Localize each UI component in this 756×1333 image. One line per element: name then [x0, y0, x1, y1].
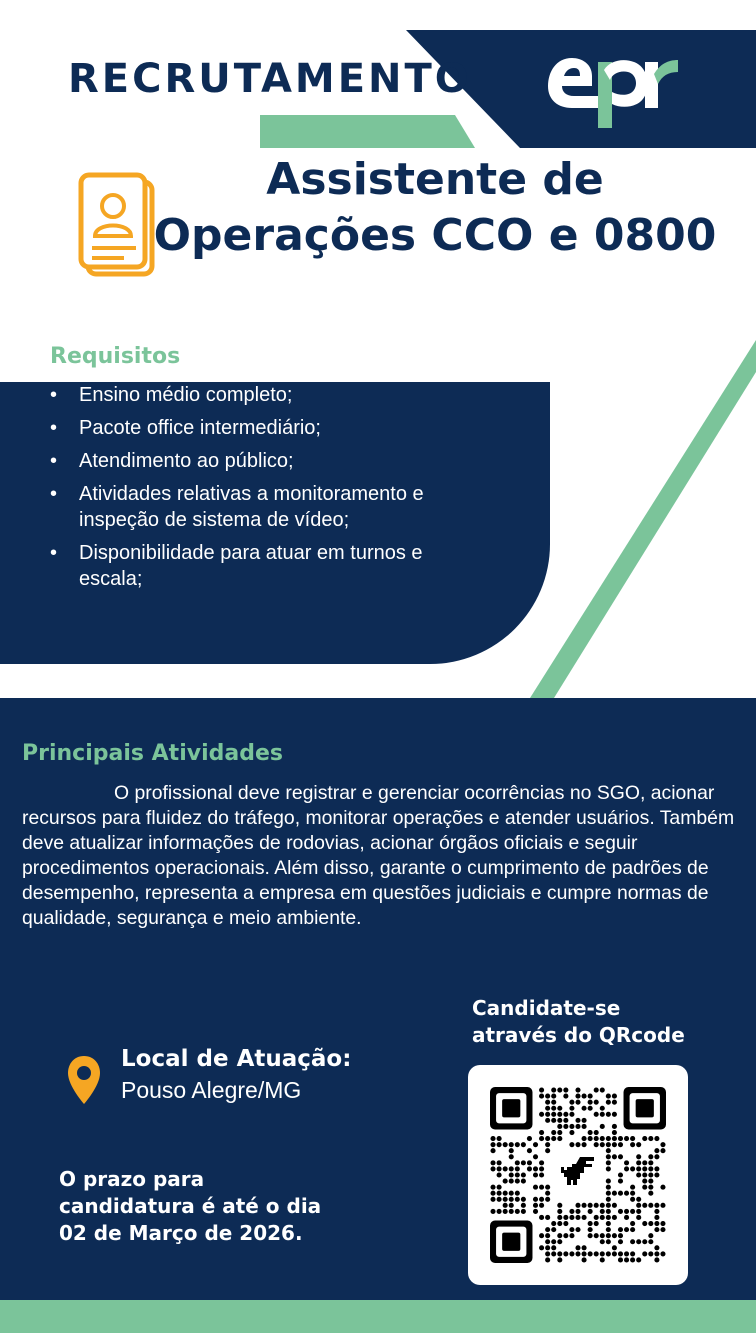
requirements-title: Requisitos	[50, 344, 181, 369]
deadline-text	[59, 1166, 349, 1247]
apply-text	[472, 995, 685, 1049]
dinosaur-icon	[561, 1157, 594, 1185]
job-title-line2: Operações CCO e 0800	[153, 210, 717, 261]
location-label: Local de Atuação:	[121, 1046, 352, 1072]
location-pin-icon	[66, 1054, 102, 1106]
list-item: • Atendimento ao público;	[50, 448, 490, 474]
activities-text: O profissional deve registrar e gerenciar ocorrências no SGO, acionar recursos para fluidez do tráfego, monitorar operações e atender usuários. Também deve atualizar informações de rodovias, acionar órgãos oficiais e seguir procedimentos operacionais. Além disso, garante o cumprimento de padrões de desempenho, representa a empresa em questões judiciais e cumpre normas de qualidade, segurança e meio ambiente.	[22, 782, 735, 929]
deadline-line1: O prazo para	[59, 1167, 205, 1191]
apply-line2: através do QRcode	[472, 1023, 685, 1047]
apply-line1: Candidate-se	[472, 996, 621, 1020]
job-title-line1: Assistente de	[266, 154, 604, 205]
qr-code-icon[interactable]	[468, 1065, 688, 1285]
list-item: • Ensino médio completo;	[50, 382, 490, 408]
activities-title: Principais Atividades	[22, 741, 283, 766]
list-item: • Atividades relativas a monitoramento e inspeção de sistema de vídeo;	[50, 481, 490, 533]
page-heading: RECRUTAMENTO	[68, 56, 472, 102]
job-title	[150, 152, 720, 264]
deadline-line2: candidatura é até o dia	[59, 1194, 322, 1218]
list-item: • Disponibilidade para atuar em turnos e escala;	[50, 540, 490, 592]
list-item: • Pacote office intermediário;	[50, 415, 490, 441]
location-value: Pouso Alegre/MG	[121, 1077, 302, 1103]
deadline-line3: 02 de Março de 2026.	[59, 1221, 303, 1245]
qr-card[interactable]	[468, 1065, 688, 1285]
footer-bar	[0, 1300, 756, 1333]
requirements-list	[50, 382, 490, 599]
diagonal-stripe	[520, 330, 756, 700]
resume-icon	[78, 172, 158, 278]
